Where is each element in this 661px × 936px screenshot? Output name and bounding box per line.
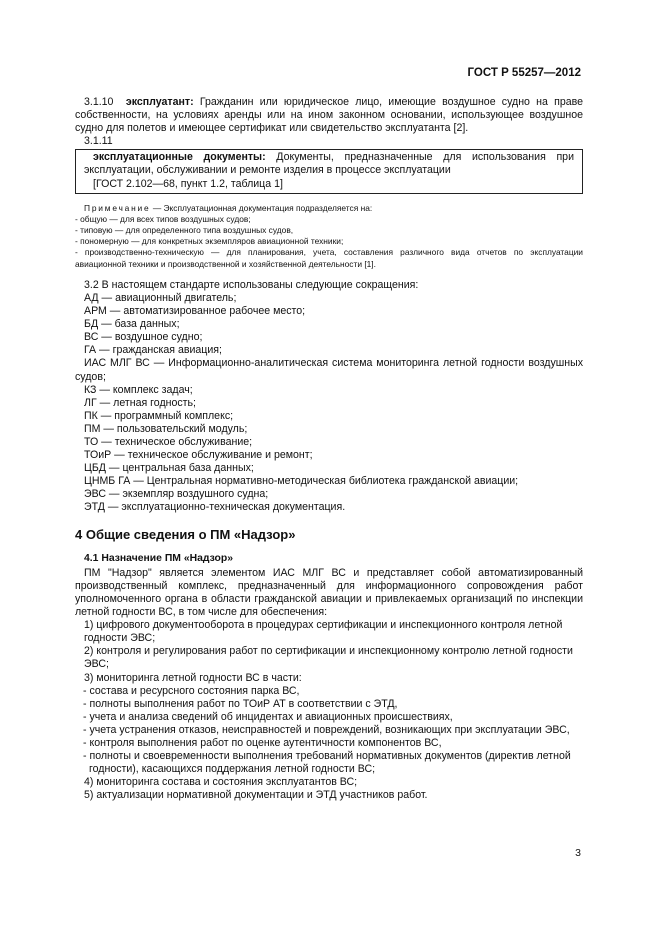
definition-term: эксплуатационные документы: [93, 151, 266, 164]
abbreviation-item: ПК — программный комплекс; [84, 409, 234, 422]
purpose-item: 1) цифрового документооборота в процедурах сертификации и инспекционного контроля летной годности ЭВС; [84, 619, 563, 645]
abbreviation-item: АД — авиационный двигатель; [84, 291, 237, 304]
purpose-subitem: - полноты выполнения работ по ТОиР АТ в соответствии с ЭТД, [83, 697, 398, 710]
note-item: - общую — для всех типов воздушных судов; [75, 213, 251, 224]
note-label: Примечание [84, 202, 151, 213]
note-item: - типовую — для определенного типа воздушных судов, [75, 225, 294, 236]
definition-source: [ГОСТ 2.102—68, пункт 1.2, таблица 1] [93, 177, 283, 190]
page-number: 3 [575, 847, 581, 859]
abbreviation-item: ПМ — пользовательский модуль; [84, 422, 248, 435]
section-4-title: 4 Общие сведения о ПМ «Надзор» [75, 526, 296, 542]
abbreviation-item: ЭВС — экземпляр воздушного судна; [84, 488, 269, 501]
page-content [75, 96, 583, 802]
document-code-header: ГОСТ Р 55257—2012 [467, 67, 581, 79]
purpose-item: 3) мониторинга летной годности ВС в части: [84, 671, 302, 684]
purpose-subitem: - учета устранения отказов, неисправностей и повреждений, возникающих при эксплуатации ЭВС, [83, 723, 570, 736]
abbreviation-item: ЛГ — летная годность; [84, 396, 196, 409]
abbreviation-item: ЦНМБ ГА — Центральная нормативно-методическая библиотека гражданской авиации; [84, 475, 519, 488]
note-block [75, 203, 583, 270]
section-4-1-intro: ПМ "Надзор" является элементом ИАС МЛГ ВС и представляет собой автоматизированный производственный комплекс, предназначенный для информационного сопровождения работ уполномоченного органа в области гражданской авиации и привлекаемых организаций по инспекции летной годности ВС, в том числе для обеспечения: [75, 566, 583, 619]
abbreviation-list [75, 292, 583, 515]
purpose-subitem: - состава и ресурсного состояния парка ВС, [83, 684, 300, 697]
purpose-item: 4) мониторинга состава и состояния эксплуатантов ВС; [84, 776, 358, 789]
abbreviation-item: ЦБД — центральная база данных; [84, 462, 254, 475]
section-3-2-intro: 3.2 В настоящем стандарте использованы следующие сокращения: [84, 278, 419, 291]
definition-text: Документы, предназначенные для использования при эксплуатации, обслуживании и ремонте изделия в процессе эксплуатации [84, 151, 574, 177]
purpose-subitem: - учета и анализа сведений об инцидентах и авиационных происшествиях, [83, 710, 453, 723]
definition-number: 3.1.10 [84, 96, 114, 108]
definition-3-1-10 [75, 96, 583, 135]
purpose-item: 2) контроля и регулирования работ по сертификации и инспекционному контролю летной годности ЭВС; [84, 645, 573, 671]
note-item: - пономерную — для конкретных экземпляров авиационной техники; [75, 236, 344, 247]
abbreviation-item: АРМ — автоматизированное рабочее место; [84, 305, 306, 318]
abbreviation-item: ВС — воздушное судно; [84, 331, 203, 344]
purpose-list [75, 619, 583, 802]
abbreviation-item: ЭТД — эксплуатационно-техническая документация. [84, 501, 346, 514]
purpose-subitem: - полноты и своевременности выполнения требований нормативных документов (директив летной годности), касающихся поддержания летной годности ВС; [83, 750, 571, 776]
note-text: — Эксплуатационная документация подразделяется на: [152, 202, 373, 213]
section-4-1-title: 4.1 Назначение ПМ «Надзор» [84, 552, 234, 564]
note-item: - производственно-техническую — для планирования, учета, составления различного вида отчетов по эксплуатации авиационной техники и производственной и хозяйственной деятельности [1]. [75, 247, 583, 269]
abbreviation-item: КЗ — комплекс задач; [84, 383, 193, 396]
definition-3-1-11-box [75, 149, 583, 193]
definition-term: эксплуатант: [125, 96, 194, 108]
purpose-subitem: - контроля выполнения работ по оценке аутентичности компонентов ВС, [83, 736, 442, 749]
definition-3-1-11 [84, 151, 574, 177]
definition-text: Гражданин или юридическое лицо, имеющие воздушное судно на праве собственности, на условиях аренды или на ином законном основании, использующее воздушное судно для полетов и имеющее сертификат или свидетельство эксплуатанта [2]. [75, 96, 584, 135]
purpose-item: 5) актуализации нормативной документации и ЭТД участников работ. [84, 789, 428, 802]
abbreviation-item: ГА — гражданская авиация; [84, 344, 222, 357]
abbreviation-item: ТО — техническое обслуживание; [84, 436, 253, 448]
abbreviation-item: ТОиР — техническое обслуживание и ремонт; [84, 449, 313, 462]
abbreviation-item: БД — база данных; [84, 318, 180, 331]
note-intro [75, 203, 583, 214]
abbreviation-item: ИАС МЛГ ВС — Информационно-аналитическая система мониторинга летной годности воздушных судов; [75, 357, 583, 383]
definition-3-1-11-number: 3.1.11 [84, 135, 113, 148]
